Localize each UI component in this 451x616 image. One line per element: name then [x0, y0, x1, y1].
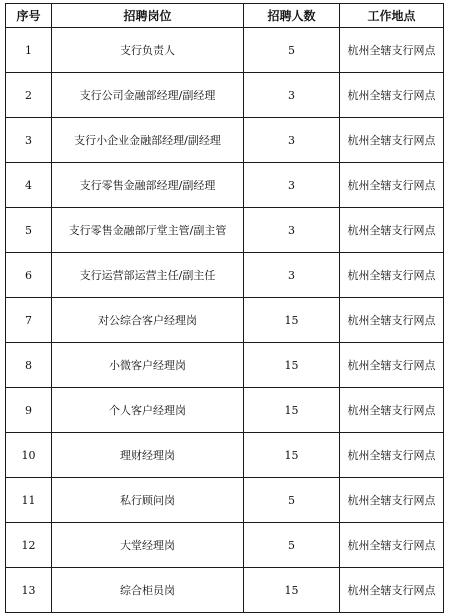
header-headcount: 招聘人数: [244, 4, 340, 28]
cell-work-location: 杭州全辖支行网点: [340, 298, 444, 343]
cell-work-location: 杭州全辖支行网点: [340, 163, 444, 208]
cell-work-location: 杭州全辖支行网点: [340, 343, 444, 388]
table-row: [6, 208, 444, 253]
table-row: [6, 118, 444, 163]
cell-work-location: 杭州全辖支行网点: [340, 568, 444, 613]
cell-work-location: 杭州全辖支行网点: [340, 73, 444, 118]
cell-work-location: 杭州全辖支行网点: [340, 208, 444, 253]
cell-headcount: 15: [244, 298, 340, 343]
table-row: [6, 433, 444, 478]
table-row: [6, 388, 444, 433]
cell-headcount: 15: [244, 568, 340, 613]
cell-position: 支行负责人: [52, 28, 244, 73]
cell-serial-number: 7: [6, 298, 52, 343]
cell-position: 支行运营部运营主任/副主任: [52, 253, 244, 298]
cell-headcount: 3: [244, 73, 340, 118]
header-serial-number: 序号: [6, 4, 52, 28]
cell-work-location: 杭州全辖支行网点: [340, 433, 444, 478]
recruitment-table: [5, 3, 444, 613]
cell-work-location: 杭州全辖支行网点: [340, 253, 444, 298]
cell-headcount: 3: [244, 208, 340, 253]
cell-serial-number: 10: [6, 433, 52, 478]
cell-headcount: 5: [244, 478, 340, 523]
cell-serial-number: 12: [6, 523, 52, 568]
cell-serial-number: 11: [6, 478, 52, 523]
cell-serial-number: 4: [6, 163, 52, 208]
cell-position: 理财经理岗: [52, 433, 244, 478]
cell-serial-number: 9: [6, 388, 52, 433]
cell-serial-number: 3: [6, 118, 52, 163]
cell-position: 大堂经理岗: [52, 523, 244, 568]
cell-headcount: 15: [244, 388, 340, 433]
cell-work-location: 杭州全辖支行网点: [340, 118, 444, 163]
cell-work-location: 杭州全辖支行网点: [340, 523, 444, 568]
cell-work-location: 杭州全辖支行网点: [340, 28, 444, 73]
header-position: 招聘岗位: [52, 4, 244, 28]
cell-headcount: 3: [244, 253, 340, 298]
cell-serial-number: 1: [6, 28, 52, 73]
cell-position: 支行公司金融部经理/副经理: [52, 73, 244, 118]
table-body: [6, 28, 444, 613]
table-row: [6, 163, 444, 208]
table-row: [6, 28, 444, 73]
table-row: [6, 523, 444, 568]
cell-position: 综合柜员岗: [52, 568, 244, 613]
cell-position: 支行小企业金融部经理/副经理: [52, 118, 244, 163]
cell-position: 支行零售金融部经理/副经理: [52, 163, 244, 208]
table-row: [6, 568, 444, 613]
cell-headcount: 15: [244, 433, 340, 478]
cell-serial-number: 6: [6, 253, 52, 298]
cell-headcount: 5: [244, 28, 340, 73]
cell-work-location: 杭州全辖支行网点: [340, 388, 444, 433]
table-row: [6, 298, 444, 343]
cell-headcount: 3: [244, 163, 340, 208]
cell-headcount: 3: [244, 118, 340, 163]
table-row: [6, 253, 444, 298]
cell-serial-number: 13: [6, 568, 52, 613]
cell-position: 支行零售金融部厅堂主管/副主管: [52, 208, 244, 253]
table-row: [6, 343, 444, 388]
cell-serial-number: 2: [6, 73, 52, 118]
cell-serial-number: 8: [6, 343, 52, 388]
table-row: [6, 73, 444, 118]
cell-position: 个人客户经理岗: [52, 388, 244, 433]
cell-position: 小微客户经理岗: [52, 343, 244, 388]
cell-headcount: 15: [244, 343, 340, 388]
cell-work-location: 杭州全辖支行网点: [340, 478, 444, 523]
cell-serial-number: 5: [6, 208, 52, 253]
table-header-row: [6, 4, 444, 28]
cell-headcount: 5: [244, 523, 340, 568]
cell-position: 对公综合客户经理岗: [52, 298, 244, 343]
header-work-location: 工作地点: [340, 4, 444, 28]
table-row: [6, 478, 444, 523]
cell-position: 私行顾问岗: [52, 478, 244, 523]
